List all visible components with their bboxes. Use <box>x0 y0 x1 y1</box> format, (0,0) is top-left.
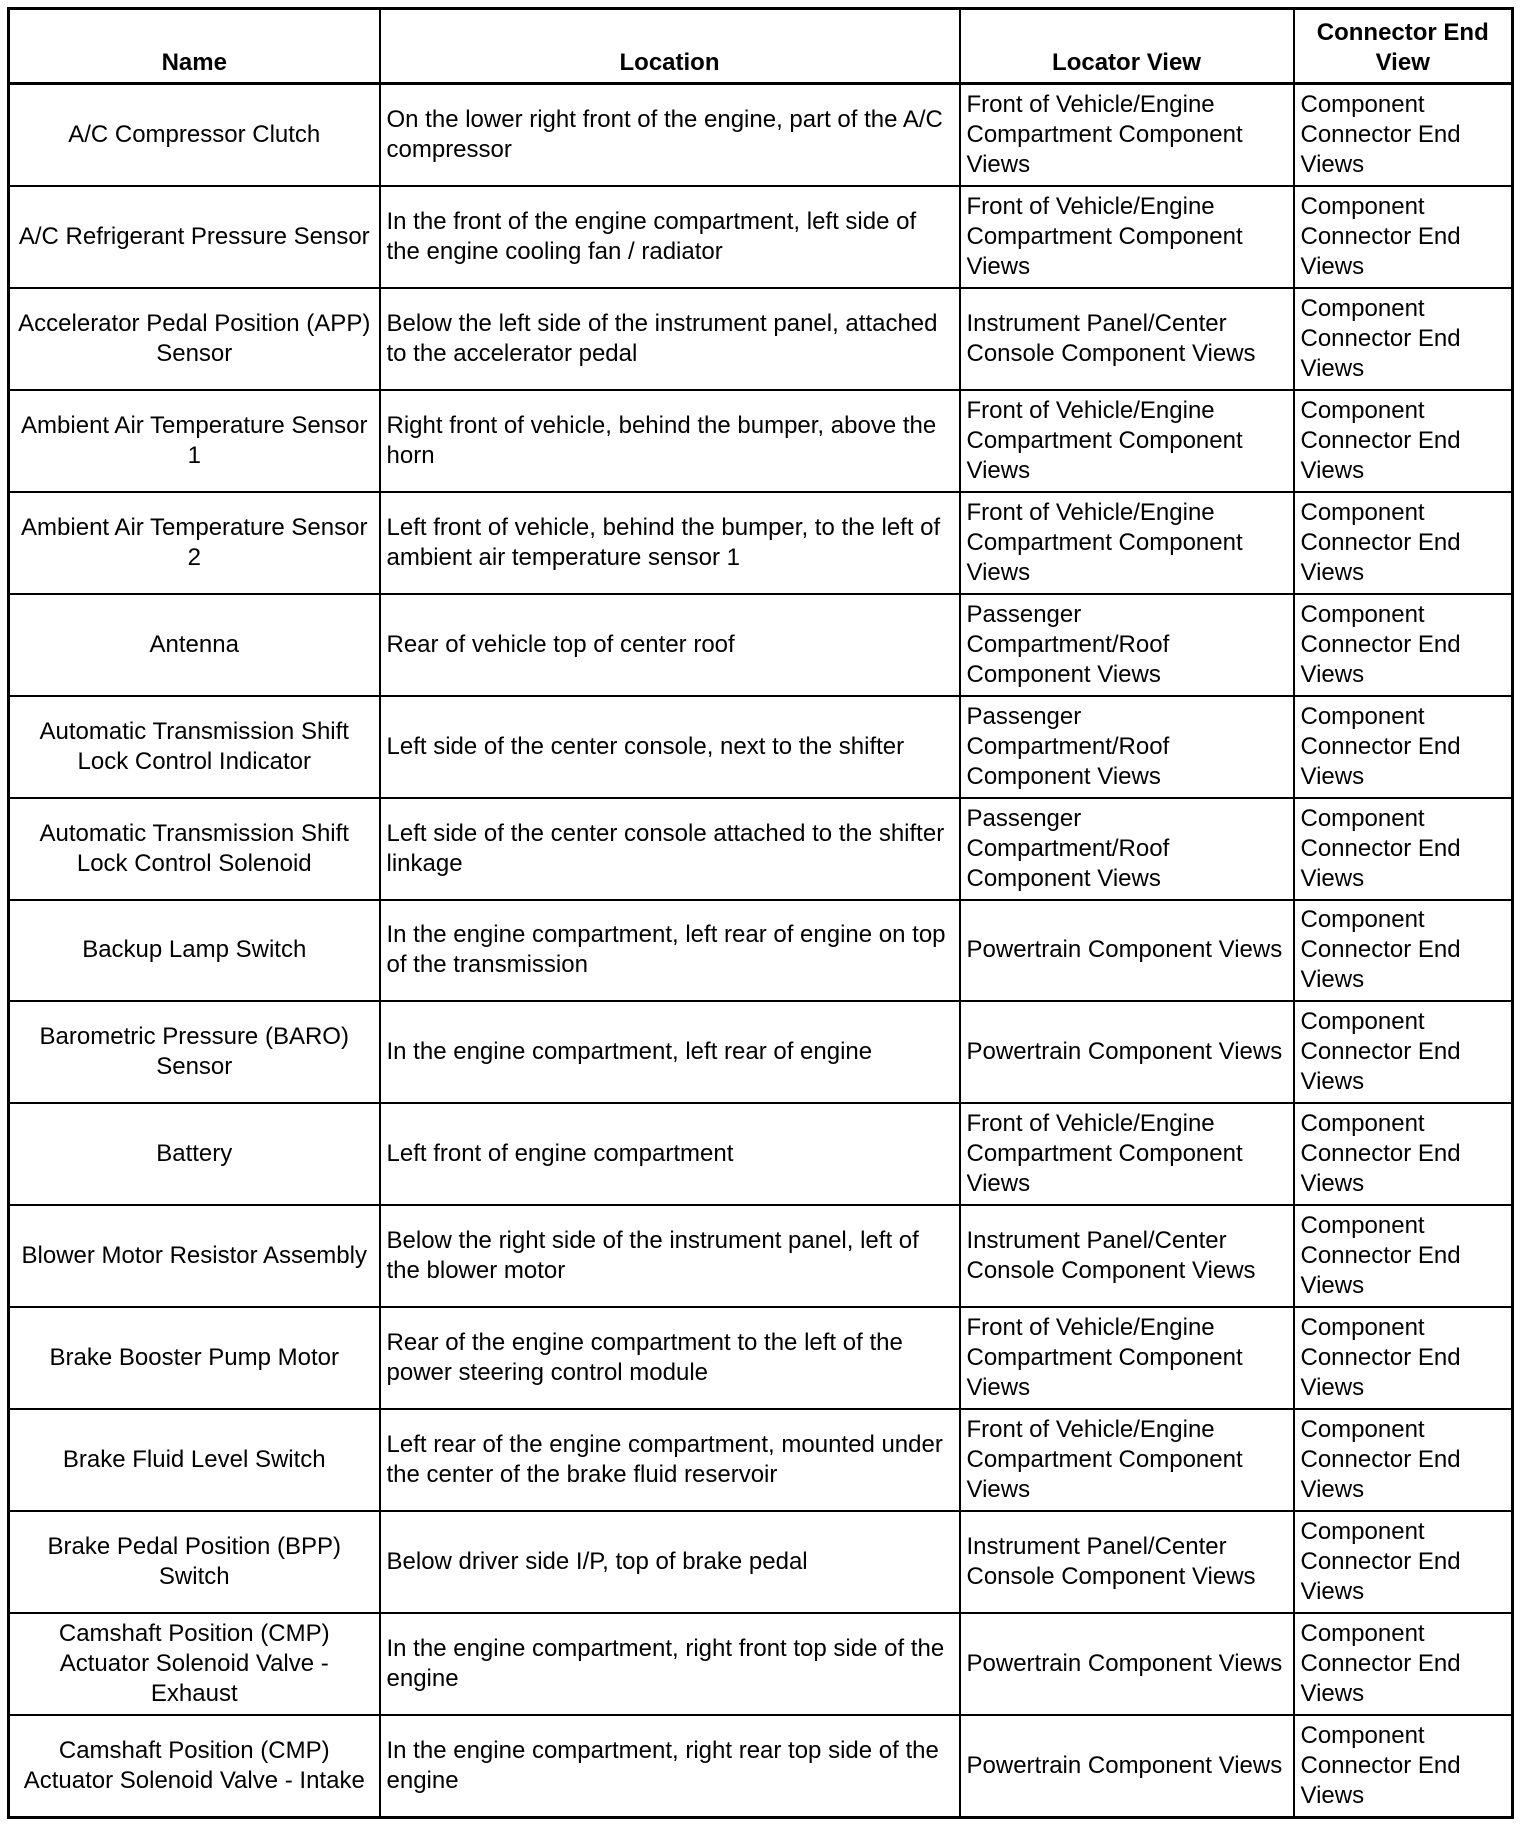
cell-location: Right front of vehicle, behind the bumper, above the horn <box>380 390 960 492</box>
table-row <box>9 696 1513 798</box>
table-row <box>9 1511 1513 1613</box>
table-row <box>9 492 1513 594</box>
cell-connector-end-view: Component Connector End Views <box>1294 696 1513 798</box>
component-locator-sheet <box>7 7 1511 1819</box>
cell-name: Antenna <box>9 594 380 696</box>
header-locator-view: Locator View <box>960 9 1294 84</box>
cell-name: Brake Pedal Position (BPP) Switch <box>9 1511 380 1613</box>
cell-locator-view: Front of Vehicle/Engine Compartment Component Views <box>960 1103 1294 1205</box>
cell-connector-end-view: Component Connector End Views <box>1294 492 1513 594</box>
cell-location: Below the left side of the instrument panel, attached to the accelerator pedal <box>380 288 960 390</box>
cell-location: Left rear of the engine compartment, mounted under the center of the brake fluid reservoir <box>380 1409 960 1511</box>
header-name: Name <box>9 9 380 84</box>
cell-name: Camshaft Position (CMP) Actuator Solenoid Valve - Intake <box>9 1715 380 1818</box>
cell-location: In the engine compartment, left rear of engine on top of the transmission <box>380 900 960 1002</box>
cell-location: Rear of vehicle top of center roof <box>380 594 960 696</box>
table-row <box>9 288 1513 390</box>
cell-connector-end-view: Component Connector End Views <box>1294 1715 1513 1818</box>
cell-locator-view: Passenger Compartment/Roof Component Views <box>960 696 1294 798</box>
cell-name: Automatic Transmission Shift Lock Control Solenoid <box>9 798 380 900</box>
component-locator-table <box>7 7 1514 1819</box>
table-row <box>9 594 1513 696</box>
cell-location: In the front of the engine compartment, left side of the engine cooling fan / radiator <box>380 186 960 288</box>
table-row <box>9 900 1513 1002</box>
cell-connector-end-view: Component Connector End Views <box>1294 1205 1513 1307</box>
cell-connector-end-view: Component Connector End Views <box>1294 1511 1513 1613</box>
cell-locator-view: Front of Vehicle/Engine Compartment Component Views <box>960 390 1294 492</box>
cell-locator-view: Powertrain Component Views <box>960 900 1294 1002</box>
cell-connector-end-view: Component Connector End Views <box>1294 1307 1513 1409</box>
cell-connector-end-view: Component Connector End Views <box>1294 1613 1513 1715</box>
cell-locator-view: Instrument Panel/Center Console Component Views <box>960 1205 1294 1307</box>
cell-connector-end-view: Component Connector End Views <box>1294 1103 1513 1205</box>
cell-locator-view: Instrument Panel/Center Console Component Views <box>960 288 1294 390</box>
cell-name: Backup Lamp Switch <box>9 900 380 1002</box>
cell-locator-view: Front of Vehicle/Engine Compartment Component Views <box>960 1409 1294 1511</box>
table-row <box>9 1205 1513 1307</box>
cell-locator-view: Front of Vehicle/Engine Compartment Component Views <box>960 1307 1294 1409</box>
cell-name: A/C Compressor Clutch <box>9 84 380 186</box>
cell-locator-view: Front of Vehicle/Engine Compartment Component Views <box>960 84 1294 186</box>
cell-location: On the lower right front of the engine, part of the A/C compressor <box>380 84 960 186</box>
cell-location: Left front of engine compartment <box>380 1103 960 1205</box>
cell-location: In the engine compartment, right front top side of the engine <box>380 1613 960 1715</box>
cell-connector-end-view: Component Connector End Views <box>1294 1409 1513 1511</box>
cell-name: Ambient Air Temperature Sensor 2 <box>9 492 380 594</box>
cell-name: Brake Booster Pump Motor <box>9 1307 380 1409</box>
cell-locator-view: Front of Vehicle/Engine Compartment Component Views <box>960 492 1294 594</box>
cell-location: In the engine compartment, right rear top side of the engine <box>380 1715 960 1818</box>
cell-location: Left side of the center console, next to the shifter <box>380 696 960 798</box>
table-row <box>9 1715 1513 1818</box>
cell-locator-view: Instrument Panel/Center Console Component Views <box>960 1511 1294 1613</box>
table-row <box>9 1307 1513 1409</box>
cell-connector-end-view: Component Connector End Views <box>1294 390 1513 492</box>
cell-name: Brake Fluid Level Switch <box>9 1409 380 1511</box>
table-row <box>9 390 1513 492</box>
cell-locator-view: Passenger Compartment/Roof Component Views <box>960 594 1294 696</box>
cell-locator-view: Passenger Compartment/Roof Component Views <box>960 798 1294 900</box>
cell-location: Left front of vehicle, behind the bumper, to the left of ambient air temperature sensor 1 <box>380 492 960 594</box>
table-row <box>9 1001 1513 1103</box>
table-row <box>9 1103 1513 1205</box>
cell-name: Camshaft Position (CMP) Actuator Solenoid Valve - Exhaust <box>9 1613 380 1715</box>
cell-name: Automatic Transmission Shift Lock Control Indicator <box>9 696 380 798</box>
cell-connector-end-view: Component Connector End Views <box>1294 594 1513 696</box>
cell-location: Below the right side of the instrument panel, left of the blower motor <box>380 1205 960 1307</box>
cell-location: Below driver side I/P, top of brake pedal <box>380 1511 960 1613</box>
header-connector-end-view: Connector End View <box>1294 9 1513 84</box>
table-row <box>9 84 1513 186</box>
cell-connector-end-view: Component Connector End Views <box>1294 1001 1513 1103</box>
cell-location: Rear of the engine compartment to the left of the power steering control module <box>380 1307 960 1409</box>
cell-location: Left side of the center console attached to the shifter linkage <box>380 798 960 900</box>
header-row <box>9 9 1513 84</box>
cell-name: Accelerator Pedal Position (APP) Sensor <box>9 288 380 390</box>
cell-connector-end-view: Component Connector End Views <box>1294 84 1513 186</box>
cell-name: Barometric Pressure (BARO) Sensor <box>9 1001 380 1103</box>
cell-name: Battery <box>9 1103 380 1205</box>
cell-connector-end-view: Component Connector End Views <box>1294 186 1513 288</box>
table-row <box>9 186 1513 288</box>
table-row <box>9 1613 1513 1715</box>
table-row <box>9 1409 1513 1511</box>
cell-name: Blower Motor Resistor Assembly <box>9 1205 380 1307</box>
cell-connector-end-view: Component Connector End Views <box>1294 798 1513 900</box>
cell-name: Ambient Air Temperature Sensor 1 <box>9 390 380 492</box>
cell-locator-view: Powertrain Component Views <box>960 1715 1294 1818</box>
cell-connector-end-view: Component Connector End Views <box>1294 900 1513 1002</box>
cell-location: In the engine compartment, left rear of engine <box>380 1001 960 1103</box>
cell-locator-view: Powertrain Component Views <box>960 1613 1294 1715</box>
cell-locator-view: Powertrain Component Views <box>960 1001 1294 1103</box>
cell-locator-view: Front of Vehicle/Engine Compartment Component Views <box>960 186 1294 288</box>
cell-connector-end-view: Component Connector End Views <box>1294 288 1513 390</box>
cell-name: A/C Refrigerant Pressure Sensor <box>9 186 380 288</box>
header-location: Location <box>380 9 960 84</box>
table-row <box>9 798 1513 900</box>
